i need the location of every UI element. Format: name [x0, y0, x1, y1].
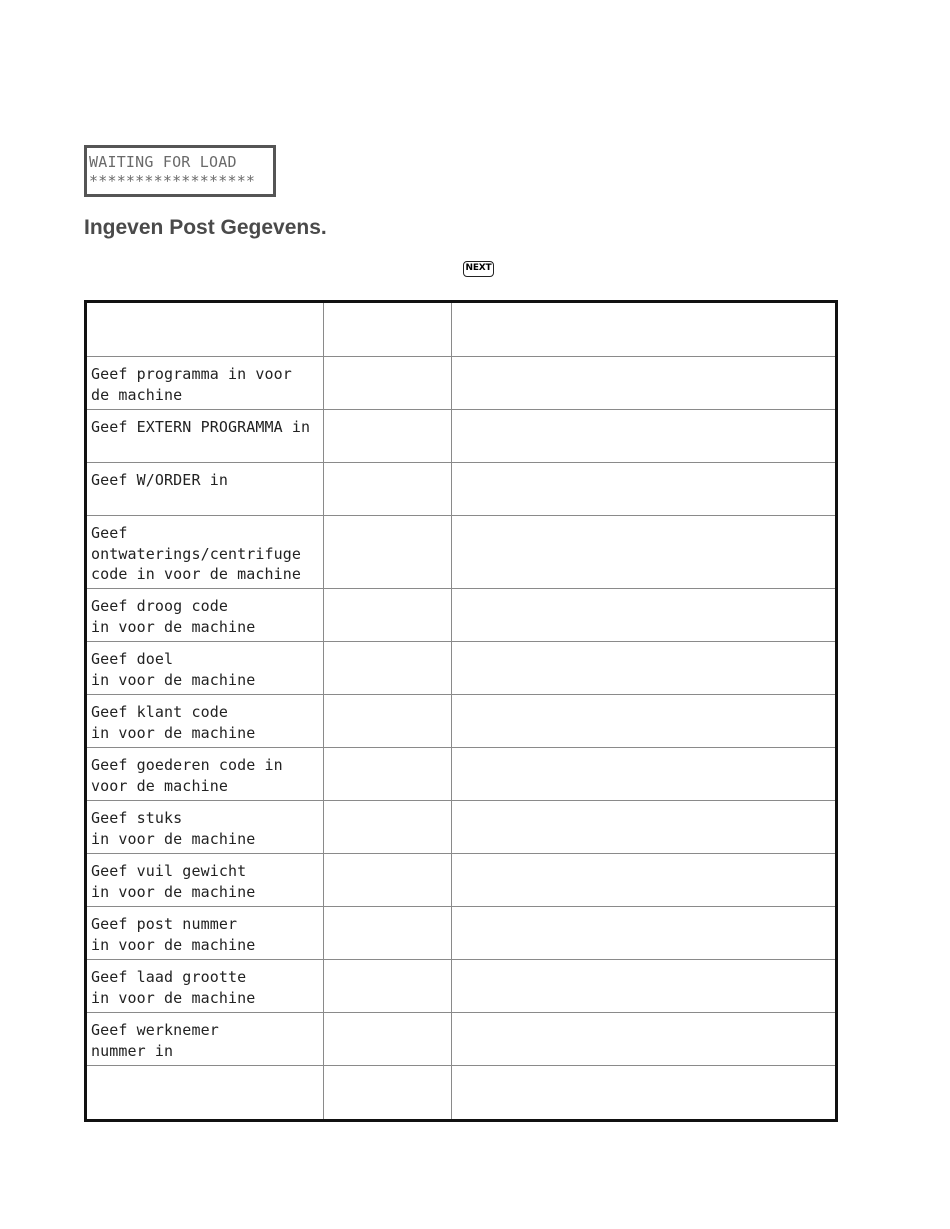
row-label: Geef goederen code in voor de machine: [91, 756, 283, 795]
label-cell: [86, 516, 324, 589]
key-cell: [324, 589, 452, 642]
key-cell: [324, 748, 452, 801]
label-cell: [86, 854, 324, 907]
table-row: [86, 642, 837, 695]
row-label: [87, 1066, 323, 1073]
notes-cell: [452, 854, 837, 907]
key-cell: [324, 302, 452, 357]
section-heading: Ingeven Post Gegevens.: [84, 216, 327, 239]
row-label: Geef doel in voor de machine: [91, 650, 256, 689]
table-row: [86, 463, 837, 516]
notes-cell: [452, 642, 837, 695]
lcd-line-2: ******************: [89, 172, 256, 190]
table-row: [86, 801, 837, 854]
key-cell: [324, 854, 452, 907]
key-cell: [324, 1066, 452, 1121]
label-cell: [86, 642, 324, 695]
notes-cell: [452, 357, 837, 410]
key-cell: [324, 410, 452, 463]
key-cell: [324, 695, 452, 748]
entry-table: [84, 300, 838, 1122]
table-row: [86, 589, 837, 642]
key-cell: [324, 960, 452, 1013]
table-row: [86, 907, 837, 960]
table-row: [86, 748, 837, 801]
label-cell: [86, 463, 324, 516]
key-cell: [324, 907, 452, 960]
label-cell: [86, 907, 324, 960]
table-row: [86, 695, 837, 748]
notes-cell: [452, 695, 837, 748]
row-label: Geef laad grootte in voor de machine: [91, 968, 256, 1007]
row-label: Geef klant code in voor de machine: [91, 703, 256, 742]
label-cell: [86, 589, 324, 642]
row-label: Geef programma in voor de machine: [91, 365, 292, 404]
notes-cell: [452, 410, 837, 463]
table-row: [86, 516, 837, 589]
notes-cell: [452, 1066, 837, 1121]
notes-cell: [452, 463, 837, 516]
table-row: [86, 302, 837, 357]
key-cell: [324, 357, 452, 410]
row-label: Geef ontwaterings/centrifuge code in voor de machine: [91, 524, 302, 583]
lcd-line-1: WAITING FOR LOAD: [89, 153, 237, 171]
label-cell: [86, 1066, 324, 1121]
row-label: Geef droog code in voor de machine: [91, 597, 256, 636]
table-row: [86, 410, 837, 463]
row-label: Geef vuil gewicht in voor de machine: [91, 862, 256, 901]
lcd-display: [84, 145, 276, 197]
notes-cell: [452, 1013, 837, 1066]
label-cell: [86, 960, 324, 1013]
key-cell: [324, 1013, 452, 1066]
label-cell: [86, 302, 324, 357]
key-cell: [324, 463, 452, 516]
notes-cell: [452, 801, 837, 854]
label-cell: [86, 695, 324, 748]
label-cell: [86, 357, 324, 410]
row-label: Geef post nummer in voor de machine: [91, 915, 256, 954]
row-label: Geef werknemer nummer in: [91, 1021, 219, 1060]
next-key-icon: NEXT: [463, 261, 494, 277]
notes-cell: [452, 907, 837, 960]
row-label: Geef EXTERN PROGRAMMA in: [91, 418, 311, 436]
notes-cell: [452, 516, 837, 589]
label-cell: [86, 801, 324, 854]
key-cell: [324, 801, 452, 854]
label-cell: [86, 410, 324, 463]
table-row: [86, 960, 837, 1013]
row-label: Geef W/ORDER in: [91, 471, 228, 489]
label-cell: [86, 748, 324, 801]
table-row: [86, 1066, 837, 1121]
key-cell: [324, 516, 452, 589]
notes-cell: [452, 302, 837, 357]
table-row: [86, 854, 837, 907]
notes-cell: [452, 960, 837, 1013]
table-row: [86, 357, 837, 410]
row-label: [87, 303, 323, 310]
key-cell: [324, 642, 452, 695]
notes-cell: [452, 589, 837, 642]
notes-cell: [452, 748, 837, 801]
row-label: Geef stuks in voor de machine: [91, 809, 256, 848]
table-row: [86, 1013, 837, 1066]
label-cell: [86, 1013, 324, 1066]
